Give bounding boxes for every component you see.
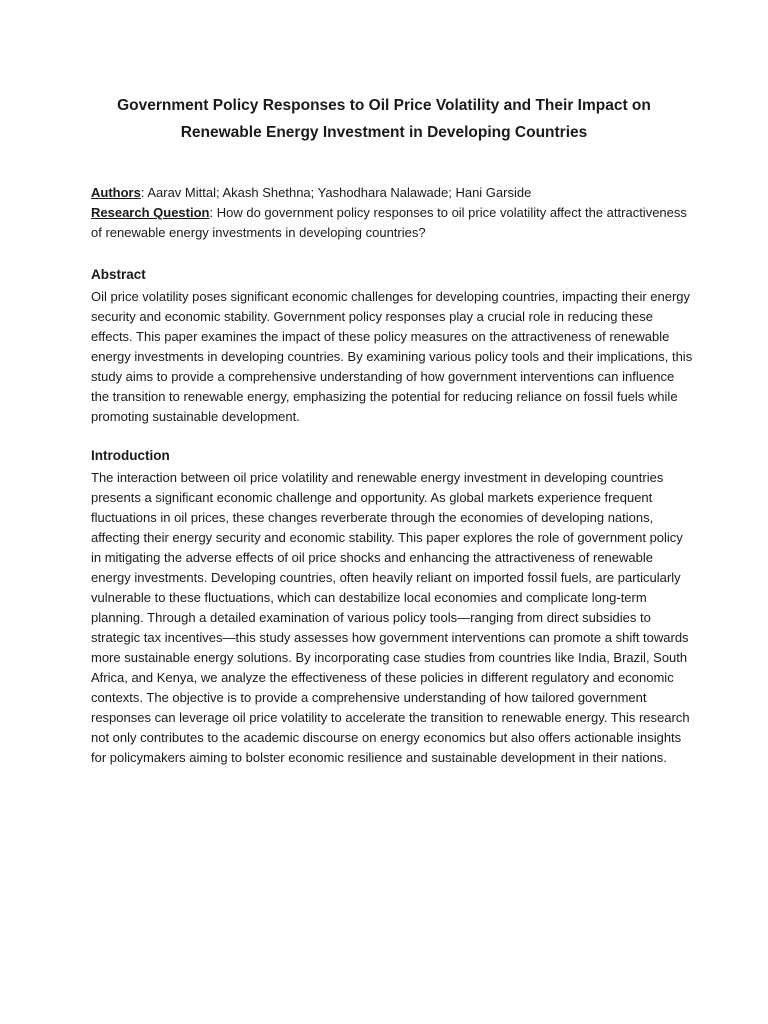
introduction-line: planning. Through a detailed examination of various policy tools—ranging from direct subsidies to: [91, 610, 651, 625]
introduction-line: not only contributes to the academic discourse on energy economics but also offers actionable insights: [91, 730, 682, 745]
abstract-line: effects. This paper examines the impact of these policy measures on the attractiveness of renewable: [91, 329, 670, 344]
abstract-line: energy investments in developing countries. By examining various policy tools and their implications, this: [91, 349, 693, 364]
abstract-line: security and economic stability. Government policy responses play a crucial role in reducing these: [91, 309, 653, 324]
introduction-line: The interaction between oil price volatility and renewable energy investment in developing countries: [91, 470, 664, 485]
introduction-line: Africa, and Kenya, we analyze the effectiveness of these policies in different regulatory and economic: [91, 670, 674, 685]
research-question-label: Research Question: [91, 205, 210, 220]
paper-title-line-2: Renewable Energy Investment in Developing Countries: [180, 124, 588, 141]
introduction-line: vulnerable to these fluctuations, which can destabilize local economies and complicate long-term: [91, 590, 647, 605]
abstract-line: promoting sustainable development.: [91, 409, 300, 424]
research-question-value-1: : How do government policy responses to oil price volatility affect the attractiveness: [209, 205, 687, 220]
introduction-line: more sustainable energy solutions. By incorporating case studies from countries like India, Brazil, South: [91, 650, 688, 665]
introduction-line: responses can leverage oil price volatility to accelerate the transition to renewable energy. This research: [91, 710, 690, 725]
authors-line: [91, 183, 691, 203]
authors-value: : Aarav Mittal; Akash Shethna; Yashodhara Nalawade; Hani Garside: [140, 185, 532, 200]
paper-meta: [91, 183, 691, 243]
introduction-line: for policymakers aiming to bolster economic resilience and sustainable development in their nations.: [91, 750, 667, 765]
introduction-paragraph: [91, 468, 691, 768]
introduction-heading: Introduction: [91, 448, 170, 463]
paper-title: [60, 92, 708, 146]
introduction-line: presents a significant economic challenge and opportunity. As global markets experience frequent: [91, 490, 653, 505]
authors-label: Authors: [91, 185, 141, 200]
abstract-line: the transition to renewable energy, emphasizing the potential for reducing reliance on fossil fuels while: [91, 389, 678, 404]
research-question-continuation: of renewable energy investments in developing countries?: [91, 225, 426, 240]
introduction-line: fluctuations in oil prices, these changes reverberate through the economies of developing nations,: [91, 510, 654, 525]
introduction-line: strategic tax incentives—this study assesses how government interventions can promote a shift towards: [91, 630, 689, 645]
research-question-line: [91, 203, 691, 223]
abstract-line: Oil price volatility poses significant economic challenges for developing countries, impacting their energy: [91, 289, 691, 304]
abstract-paragraph: [91, 287, 691, 427]
introduction-line: contexts. The objective is to provide a comprehensive understanding of how tailored government: [91, 690, 647, 705]
paper-title-line-1: Government Policy Responses to Oil Price Volatility and Their Impact on: [117, 97, 651, 114]
introduction-line: in mitigating the adverse effects of oil price shocks and enhancing the attractiveness of renewable: [91, 550, 653, 565]
abstract-line: study aims to provide a comprehensive understanding of how government interventions can influence: [91, 369, 675, 384]
introduction-line: energy investments. Developing countries, often heavily reliant on imported fossil fuels, are particularly: [91, 570, 681, 585]
introduction-line: affecting their energy security and economic stability. This paper explores the role of government policy: [91, 530, 683, 545]
abstract-heading: Abstract: [91, 267, 146, 282]
